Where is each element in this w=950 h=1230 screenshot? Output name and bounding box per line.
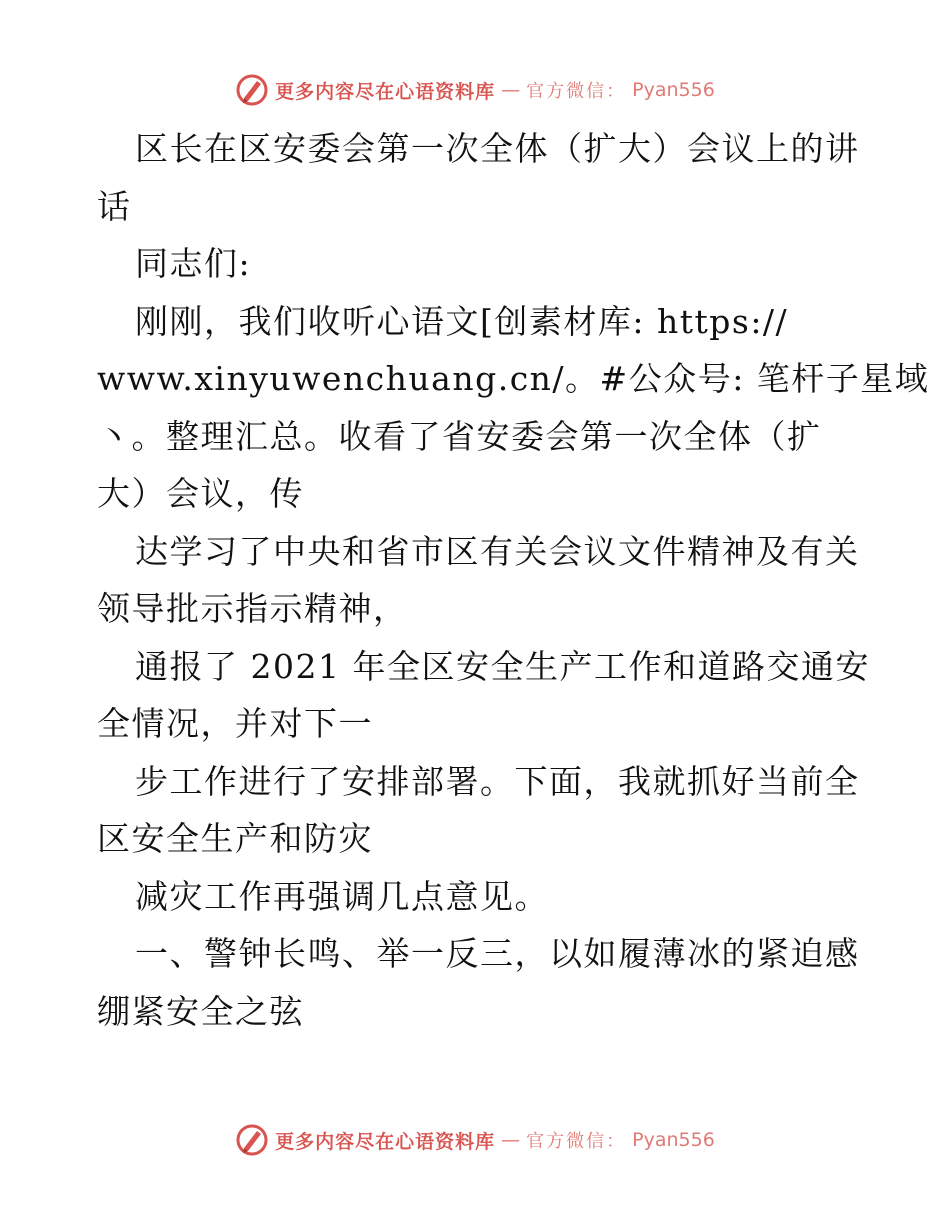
- banner-main-text: 更多内容尽在心语资料库: [275, 1130, 496, 1153]
- text-line: 达学习了中央和省市区有关会议文件精神及有关: [135, 531, 860, 571]
- pen-logo-icon: [235, 1123, 269, 1157]
- text-line: 同志们:: [135, 244, 252, 283]
- pen-logo-icon: [235, 73, 269, 107]
- banner-main-text: 更多内容尽在心语资料库: [275, 80, 496, 103]
- text-line: 区长在区安委会第一次全体（扩大）会议上的讲: [135, 129, 860, 168]
- text-line: 领导批示指示精神，: [97, 589, 408, 628]
- text-line: 大）会议，传: [97, 474, 304, 513]
- text-line: 一、警钟长鸣、举一反三，以如履薄冰的紧迫感: [135, 934, 860, 973]
- banner-label: 官方微信：: [526, 81, 627, 102]
- banner-separator: —: [501, 79, 521, 101]
- text-line: www.xinyuwenchuang.cn/。#公众号: 笔杆子星域: [97, 359, 930, 398]
- banner-inner: [235, 1123, 715, 1157]
- text-line: 刚刚，我们收听心语文[创素材库: https://: [135, 301, 789, 341]
- text-line: 丶。整理汇总。收看了省安委会第一次全体（扩: [97, 416, 822, 456]
- document-body: [97, 120, 930, 1040]
- text-line: 话: [97, 186, 132, 226]
- text-line: 步工作进行了安排部署。下面，我就抓好当前全: [135, 761, 860, 801]
- banner-wechat-id: Pyan556: [632, 79, 715, 101]
- banner-inner: [235, 73, 715, 107]
- header-banner: [0, 70, 950, 110]
- text-line: 全情况，并对下一: [97, 704, 373, 743]
- text-line: 区安全生产和防灾: [97, 819, 373, 858]
- text-line: 通报了 2021 年全区安全生产工作和道路交通安: [135, 646, 870, 686]
- text-line: 绷紧安全之弦: [97, 991, 304, 1031]
- banner-separator: —: [501, 1129, 521, 1151]
- text-line: 减灾工作再强调几点意见。: [135, 876, 549, 916]
- footer-banner: [0, 1120, 950, 1160]
- banner-label: 官方微信：: [526, 1131, 627, 1152]
- banner-wechat-id: Pyan556: [632, 1129, 715, 1151]
